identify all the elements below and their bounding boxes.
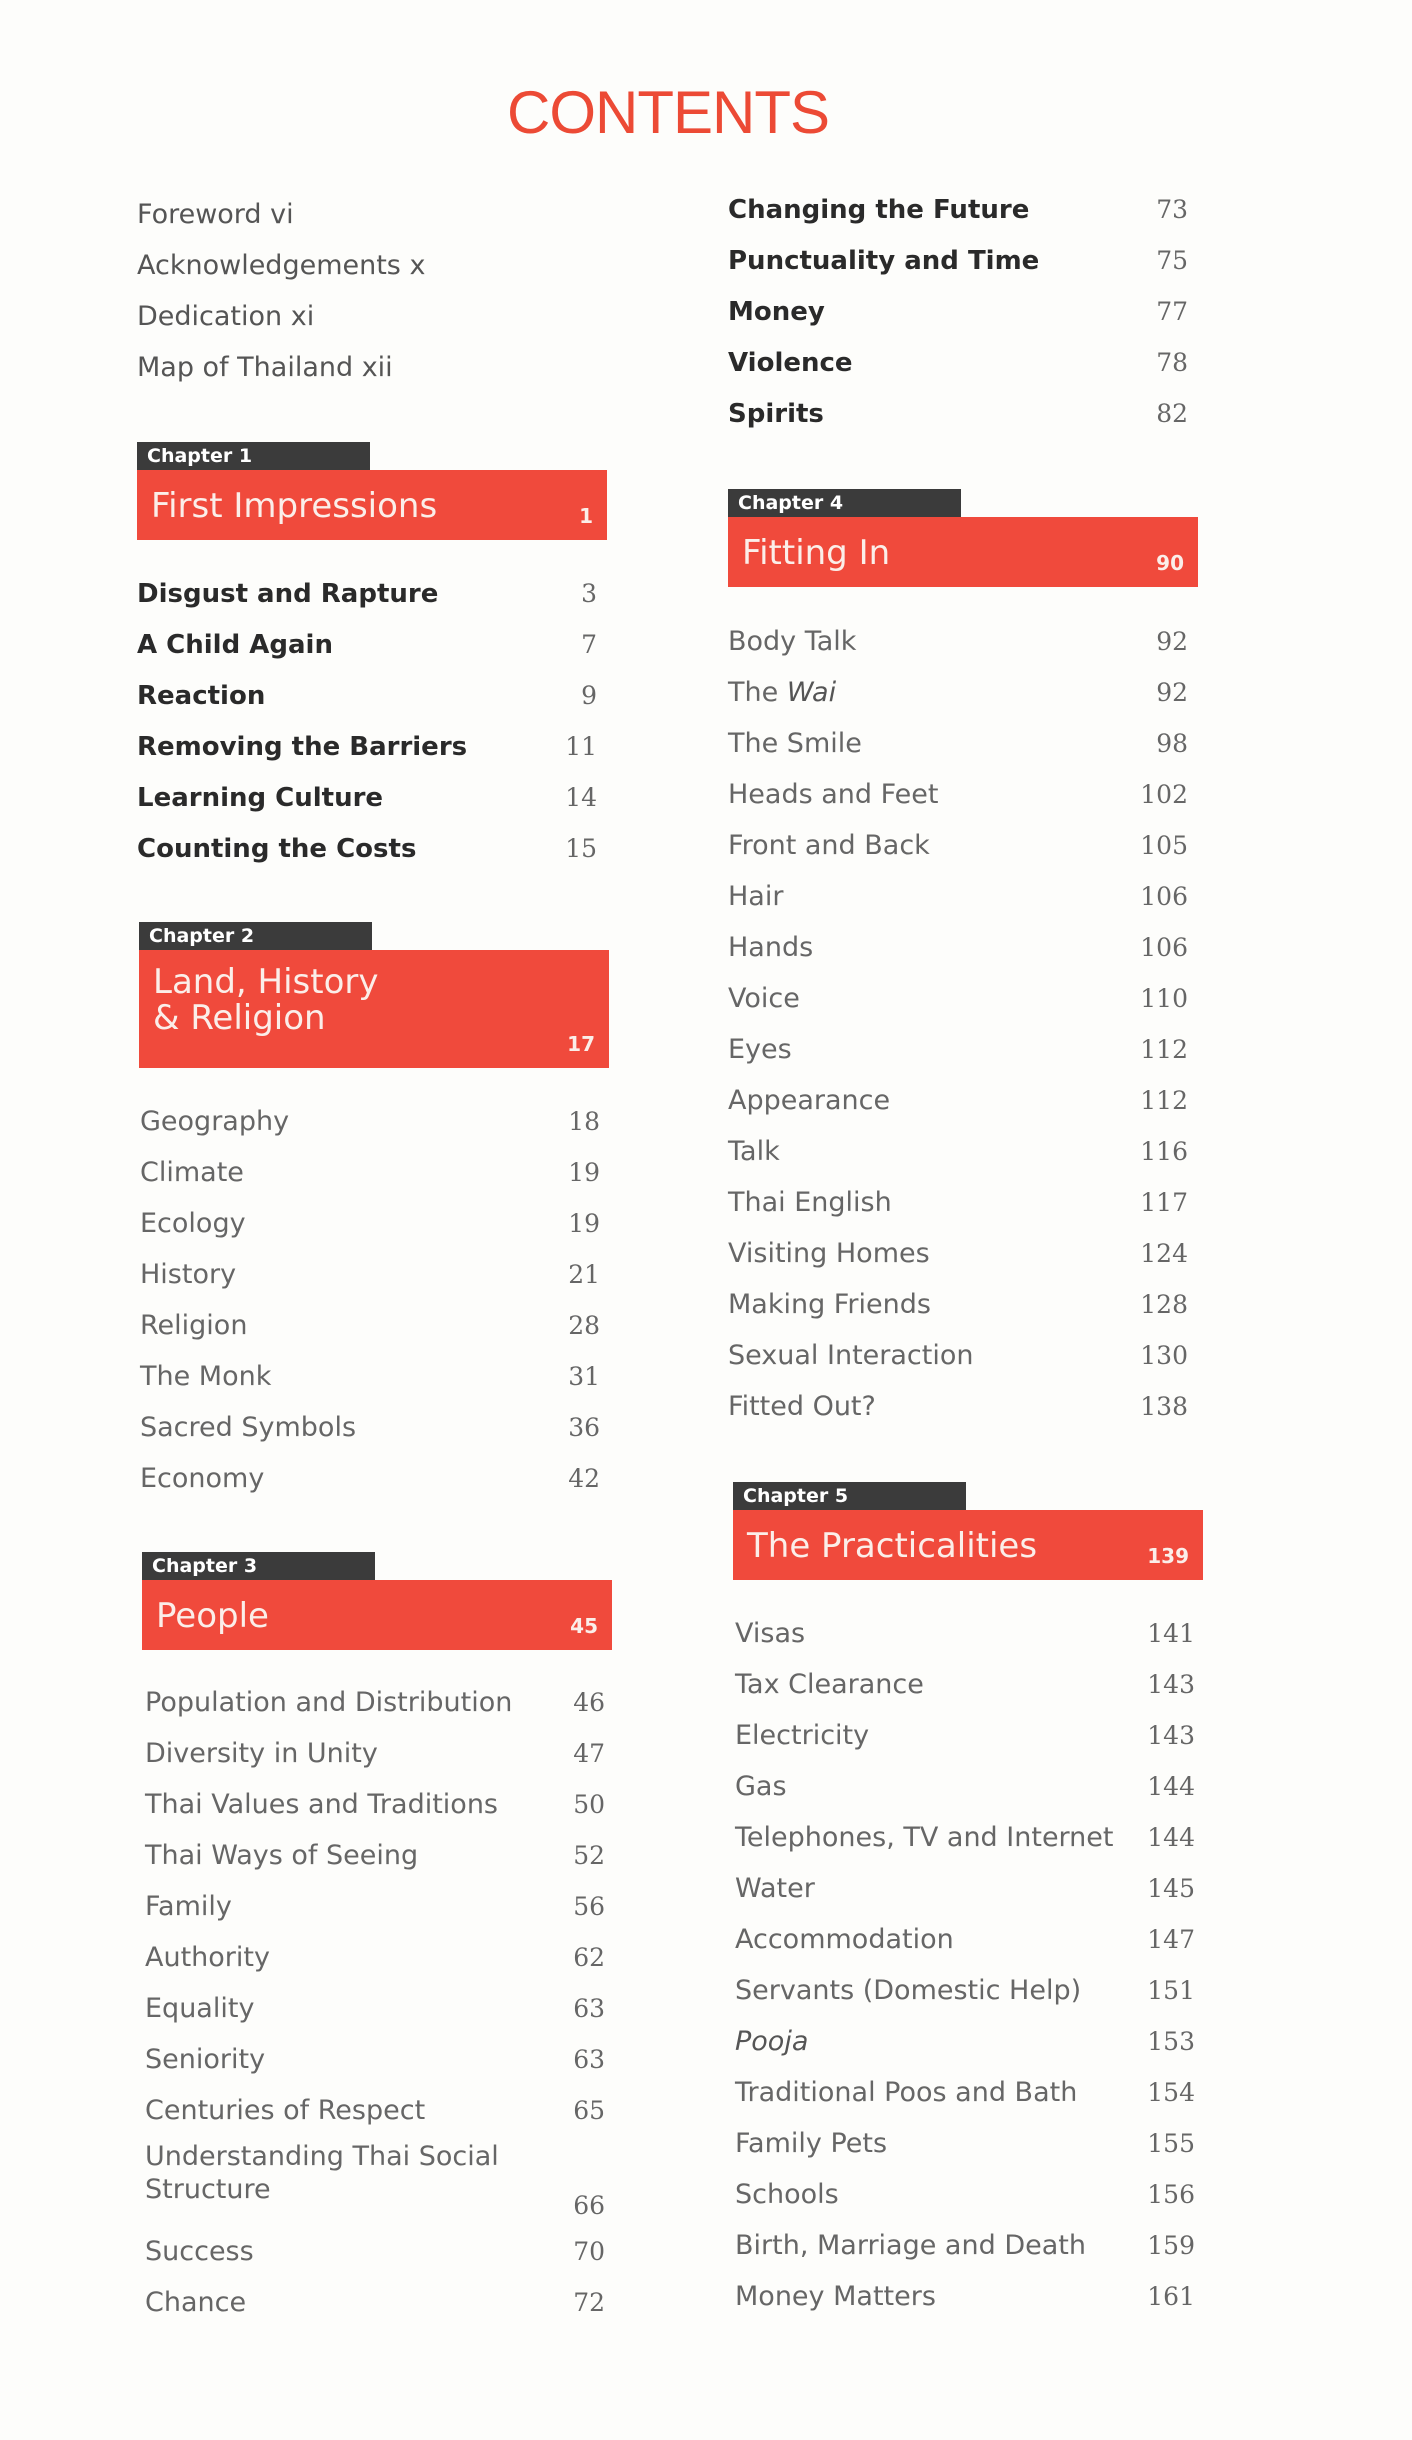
toc-entry-page: 147 (1147, 1925, 1195, 1954)
chapter-page: 90 (1156, 551, 1184, 575)
toc-entry[interactable] (728, 388, 1198, 439)
toc-entry-title: Equality (145, 1993, 255, 2024)
toc-entry-title: Heads and Feet (728, 779, 939, 810)
toc-entry-page: 72 (573, 2288, 605, 2317)
toc-entry-title: Fitted Out? (728, 1391, 876, 1422)
toc-entry-page: 47 (573, 1739, 605, 1768)
toc-entry-page: 144 (1147, 1823, 1195, 1852)
toc-entry[interactable] (137, 823, 607, 874)
chapter-title: People (156, 1596, 269, 1636)
toc-entry-page: 7 (581, 630, 597, 659)
toc-entry-title: Hands (728, 932, 814, 963)
toc-entry-page: 56 (573, 1892, 605, 1921)
toc-entry-title: Reaction (137, 681, 266, 711)
toc-entry[interactable] (735, 1914, 1205, 1965)
toc-entry-title: Understanding Thai Social Structure (145, 2141, 499, 2205)
toc-entry[interactable] (735, 1608, 1205, 1659)
toc-entry[interactable] (728, 1177, 1198, 1228)
toc-entry-title: Voice (728, 983, 800, 1014)
toc-entry-title: Thai Ways of Seeing (145, 1840, 419, 1871)
chapter-title: First Impressions (151, 486, 438, 526)
toc-entry[interactable] (137, 568, 607, 619)
toc-entry-title: Diversity in Unity (145, 1738, 378, 1769)
chapter-1-list (137, 568, 607, 874)
chapter-tag: Chapter 3 (142, 1552, 375, 1580)
toc-entry-page: 161 (1147, 2282, 1195, 2311)
toc-entry[interactable] (145, 1677, 615, 1728)
toc-entry-page: 143 (1147, 1721, 1195, 1750)
toc-entry-page: 19 (568, 1209, 600, 1238)
toc-entry-page: 138 (1140, 1392, 1188, 1421)
toc-entry-page: 112 (1140, 1035, 1188, 1064)
toc-entry-page: 75 (1156, 246, 1188, 275)
toc-entry[interactable] (137, 772, 607, 823)
page-title: CONTENTS (507, 79, 829, 146)
toc-entry-page: 92 (1156, 678, 1188, 707)
toc-entry[interactable] (728, 286, 1198, 337)
toc-entry[interactable] (728, 235, 1198, 286)
toc-entry-title: Religion (140, 1310, 248, 1341)
toc-entry-page: 21 (568, 1260, 600, 1289)
toc-entry[interactable] (137, 240, 607, 291)
toc-entry-page: 63 (573, 1994, 605, 2023)
toc-entry-title: Money (728, 297, 825, 327)
toc-entry-title: Visiting Homes (728, 1238, 930, 1269)
toc-entry-page: 63 (573, 2045, 605, 2074)
toc-entry-page: 112 (1140, 1086, 1188, 1115)
toc-entry-page: 31 (568, 1362, 600, 1391)
toc-entry-page: 65 (573, 2096, 605, 2125)
toc-entry-title: Traditional Poos and Bath (735, 2077, 1078, 2108)
toc-entry[interactable] (728, 616, 1198, 667)
toc-entry-page: 117 (1140, 1188, 1188, 1217)
toc-entry[interactable] (137, 619, 607, 670)
toc-entry[interactable] (137, 721, 607, 772)
toc-entry[interactable] (145, 1728, 615, 1779)
chapter-tag: Chapter 5 (733, 1482, 966, 1510)
toc-entry-page: 77 (1156, 297, 1188, 326)
toc-entry-page: 144 (1147, 1772, 1195, 1801)
toc-entry-page: 98 (1156, 729, 1188, 758)
toc-entry-title: Counting the Costs (137, 834, 417, 864)
toc-entry-page: 110 (1140, 984, 1188, 1013)
toc-entry[interactable] (140, 1198, 610, 1249)
toc-entry-page: 92 (1156, 627, 1188, 656)
toc-entry-title: Thai English (728, 1187, 892, 1218)
front-matter-list (137, 189, 607, 393)
toc-entry[interactable] (140, 1453, 610, 1504)
toc-entry[interactable] (728, 769, 1198, 820)
toc-entry-title: Disgust and Rapture (137, 579, 439, 609)
toc-entry-page: 106 (1140, 882, 1188, 911)
chapter-title-bar (139, 950, 609, 1068)
toc-entry[interactable] (735, 1659, 1205, 1710)
toc-entry-title: Talk (728, 1136, 780, 1167)
toc-entry-title-italic: Wai (786, 677, 837, 708)
toc-entry-title (735, 2026, 808, 2057)
toc-entry-page: 116 (1140, 1137, 1188, 1166)
toc-entry-title: Water (735, 1873, 815, 1904)
toc-entry[interactable] (735, 1965, 1205, 2016)
toc-entry-title: Climate (140, 1157, 244, 1188)
toc-entry-title: Visas (735, 1618, 806, 1649)
toc-entry[interactable] (728, 820, 1198, 871)
toc-entry[interactable] (145, 1881, 615, 1932)
toc-entry[interactable] (728, 871, 1198, 922)
chapter-2-list (140, 1096, 610, 1504)
chapter-page: 17 (567, 1032, 595, 1056)
toc-entry[interactable] (137, 670, 607, 721)
toc-entry-title: Centuries of Respect (145, 2095, 426, 2126)
toc-entry[interactable] (735, 2271, 1205, 2322)
toc-entry-page: 73 (1156, 195, 1188, 224)
toc-entry-page: 102 (1140, 780, 1188, 809)
toc-entry[interactable] (735, 2067, 1205, 2118)
toc-entry-title: Body Talk (728, 626, 857, 657)
toc-entry[interactable] (728, 1228, 1198, 1279)
toc-entry-page: 105 (1140, 831, 1188, 860)
toc-entry-title: Sacred Symbols (140, 1412, 357, 1443)
toc-entry-title: Hair (728, 881, 784, 912)
toc-entry[interactable] (728, 184, 1198, 235)
toc-entry-title: Money Matters (735, 2281, 936, 2312)
toc-entry[interactable] (735, 2016, 1205, 2067)
toc-entry-title: Electricity (735, 1720, 870, 1751)
toc-entry-page: 11 (565, 732, 597, 761)
toc-entry-page: 154 (1147, 2078, 1195, 2107)
toc-entry-title: Seniority (145, 2044, 266, 2075)
toc-entry-page: 15 (565, 834, 597, 863)
toc-entry-page: 14 (565, 783, 597, 812)
toc-entry-page: 143 (1147, 1670, 1195, 1699)
toc-entry[interactable] (145, 2136, 615, 2226)
toc-entry[interactable] (140, 1351, 610, 1402)
toc-entry-page: 145 (1147, 1874, 1195, 1903)
toc-entry[interactable] (728, 1330, 1198, 1381)
toc-entry-title: Learning Culture (137, 783, 384, 813)
chapter-3-continued-list (728, 184, 1198, 439)
toc-entry[interactable] (735, 2169, 1205, 2220)
chapter-5-list (735, 1608, 1205, 2322)
chapter-title: The Practicalities (747, 1526, 1038, 1566)
toc-entry-page: 124 (1140, 1239, 1188, 1268)
toc-entry[interactable] (140, 1249, 610, 1300)
toc-entry[interactable] (728, 667, 1198, 718)
toc-entry-title: Spirits (728, 399, 824, 429)
toc-entry-page: 82 (1156, 399, 1188, 428)
toc-entry[interactable] (728, 1024, 1198, 1075)
chapter-title-bar (142, 1580, 612, 1650)
toc-entry-title: Dedication xi (137, 301, 315, 332)
chapter-title-bar (728, 517, 1198, 587)
chapter-title-bar (733, 1510, 1203, 1580)
toc-entry[interactable] (145, 2277, 615, 2328)
toc-entry-title: A Child Again (137, 630, 333, 660)
toc-entry-page: 3 (581, 579, 597, 608)
toc-entry-page: 156 (1147, 2180, 1195, 2209)
toc-entry-title: Foreword vi (137, 199, 294, 230)
toc-entry[interactable] (735, 1761, 1205, 1812)
toc-entry[interactable] (728, 922, 1198, 973)
toc-entry[interactable] (728, 718, 1198, 769)
toc-entry-title: Map of Thailand xii (137, 352, 393, 383)
toc-entry-title: Economy (140, 1463, 265, 1494)
toc-entry[interactable] (140, 1300, 610, 1351)
toc-entry[interactable] (735, 2220, 1205, 2271)
toc-entry-title (728, 677, 836, 708)
toc-entry-title-italic: Pooja (735, 2026, 809, 2057)
toc-entry[interactable] (145, 1779, 615, 1830)
chapter-tag: Chapter 4 (728, 489, 961, 517)
chapter-tag: Chapter 1 (137, 442, 370, 470)
toc-entry-title: History (140, 1259, 237, 1290)
toc-entry[interactable] (137, 189, 607, 240)
toc-entry-page: 50 (573, 1790, 605, 1819)
toc-entry-page: 66 (573, 2191, 605, 2220)
toc-entry[interactable] (145, 2226, 615, 2277)
chapter-title: Land, History & Religion (153, 962, 379, 1038)
toc-entry[interactable] (145, 1983, 615, 2034)
toc-entry-page: 52 (573, 1841, 605, 1870)
toc-entry[interactable] (728, 973, 1198, 1024)
toc-entry-page: 70 (573, 2237, 605, 2266)
toc-entry-page: 19 (568, 1158, 600, 1187)
toc-entry[interactable] (137, 342, 607, 393)
toc-entry-title: Gas (735, 1771, 787, 1802)
toc-entry-title: Making Friends (728, 1289, 931, 1320)
toc-entry-title: Chance (145, 2287, 247, 2318)
chapter-3-list (145, 1677, 615, 2328)
toc-entry-title: Authority (145, 1942, 270, 1973)
toc-entry[interactable] (728, 1075, 1198, 1126)
toc-entry-title: Punctuality and Time (728, 246, 1040, 276)
toc-entry[interactable] (145, 2085, 615, 2136)
toc-entry-title: Sexual Interaction (728, 1340, 974, 1371)
toc-entry[interactable] (145, 1932, 615, 1983)
toc-entry[interactable] (728, 1279, 1198, 1330)
chapter-title-bar (137, 470, 607, 540)
toc-entry-title: Eyes (728, 1034, 792, 1065)
toc-entry[interactable] (735, 2118, 1205, 2169)
chapter-4-list (728, 616, 1198, 1432)
toc-entry[interactable] (728, 337, 1198, 388)
toc-entry-title: Ecology (140, 1208, 246, 1239)
toc-entry[interactable] (728, 1126, 1198, 1177)
toc-entry-page: 151 (1147, 1976, 1195, 2005)
toc-entry-title: Acknowledgements x (137, 250, 426, 281)
toc-entry-page: 46 (573, 1688, 605, 1717)
toc-entry-title: Changing the Future (728, 195, 1030, 225)
toc-entry-page: 9 (581, 681, 597, 710)
toc-entry-title: Removing the Barriers (137, 732, 468, 762)
toc-entry-title: Schools (735, 2179, 839, 2210)
toc-entry-title: Family (145, 1891, 232, 1922)
toc-entry-page: 128 (1140, 1290, 1188, 1319)
toc-entry-page: 106 (1140, 933, 1188, 962)
toc-entry-page: 78 (1156, 348, 1188, 377)
toc-entry-page: 18 (568, 1107, 600, 1136)
toc-entry-page: 62 (573, 1943, 605, 1972)
toc-entry[interactable] (735, 1863, 1205, 1914)
toc-entry-page: 130 (1140, 1341, 1188, 1370)
toc-entry[interactable] (140, 1147, 610, 1198)
toc-entry-page: 36 (568, 1413, 600, 1442)
toc-entry[interactable] (728, 1381, 1198, 1432)
toc-entry[interactable] (735, 1812, 1205, 1863)
toc-entry-title: Family Pets (735, 2128, 888, 2159)
toc-entry-title: Geography (140, 1106, 290, 1137)
toc-entry[interactable] (137, 291, 607, 342)
toc-entry-title: Tax Clearance (735, 1669, 924, 1700)
toc-entry[interactable] (140, 1096, 610, 1147)
toc-entry-title: Violence (728, 348, 853, 378)
toc-entry-title: Telephones, TV and Internet (735, 1822, 1114, 1853)
toc-entry-title: Front and Back (728, 830, 930, 861)
toc-entry-title: Servants (Domestic Help) (735, 1975, 1082, 2006)
toc-entry-title: Success (145, 2236, 254, 2267)
toc-entry-page: 155 (1147, 2129, 1195, 2158)
toc-entry-page: 159 (1147, 2231, 1195, 2260)
toc-entry[interactable] (140, 1402, 610, 1453)
toc-entry-page: 42 (568, 1464, 600, 1493)
toc-entry[interactable] (735, 1710, 1205, 1761)
chapter-page: 45 (570, 1614, 598, 1638)
chapter-tag: Chapter 2 (139, 922, 372, 950)
toc-entry-title: Appearance (728, 1085, 891, 1116)
toc-entry-page: 141 (1147, 1619, 1195, 1648)
toc-entry-title: The Monk (140, 1361, 272, 1392)
toc-entry-title: Thai Values and Traditions (145, 1789, 499, 1820)
toc-entry[interactable] (145, 1830, 615, 1881)
toc-entry-title: The (728, 677, 787, 708)
toc-entry-title: The Smile (728, 728, 862, 759)
toc-entry-title: Accommodation (735, 1924, 954, 1955)
toc-entry-page: 28 (568, 1311, 600, 1340)
chapter-page: 139 (1147, 1544, 1189, 1568)
toc-entry-title: Birth, Marriage and Death (735, 2230, 1086, 2261)
toc-entry-title: Population and Distribution (145, 1687, 513, 1718)
chapter-page: 1 (579, 504, 593, 528)
toc-entry-page: 153 (1147, 2027, 1195, 2056)
chapter-title: Fitting In (742, 533, 891, 573)
toc-entry[interactable] (145, 2034, 615, 2085)
